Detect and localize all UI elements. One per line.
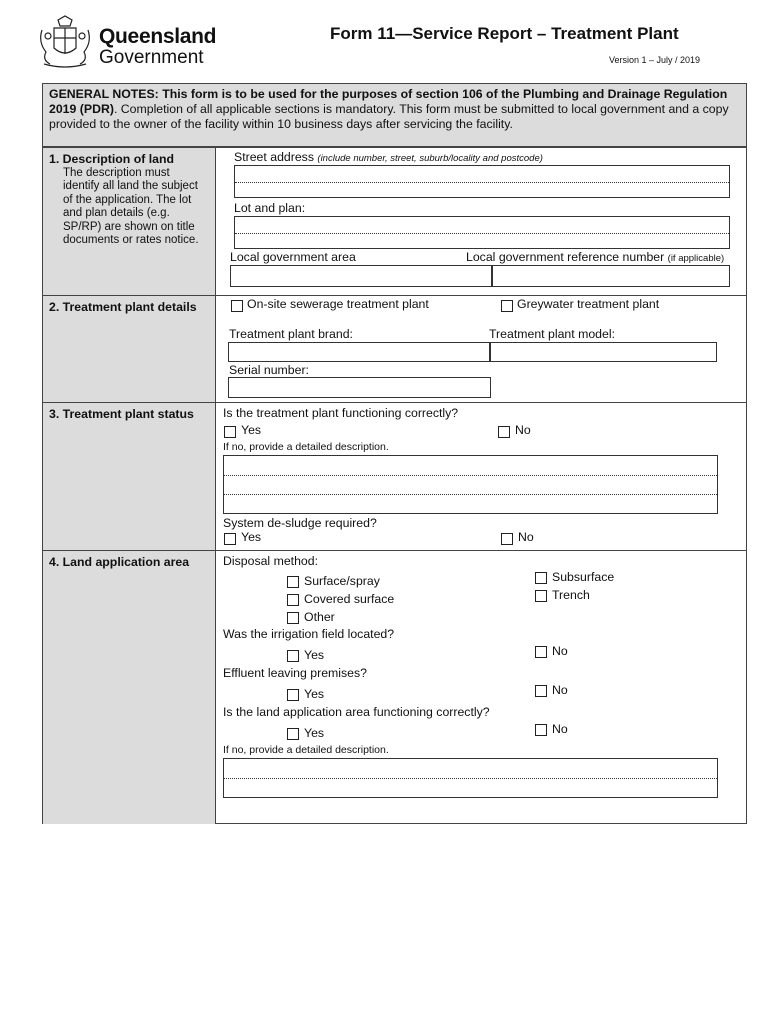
- model-field[interactable]: [490, 342, 717, 362]
- reference-number-label-text: Local government reference number: [466, 250, 665, 264]
- irrigation-no-label: No: [552, 644, 568, 658]
- lot-plan-field[interactable]: [234, 216, 730, 249]
- trench-checkbox[interactable]: [535, 590, 547, 602]
- plant-if-no-label: If no, provide a detailed description.: [223, 441, 389, 453]
- effluent-yes-label: Yes: [304, 687, 325, 701]
- covered-surface-label: Covered surface: [304, 592, 395, 606]
- subsurface-checkbox[interactable]: [535, 572, 547, 584]
- reference-number-hint: (if applicable): [667, 253, 725, 264]
- form-table: [42, 147, 747, 824]
- serial-number-label: Serial number:: [229, 363, 309, 377]
- desludge-question: System de-sludge required?: [223, 516, 377, 530]
- irrigation-question: Was the irrigation field located?: [223, 627, 395, 641]
- street-address-label: [234, 150, 543, 164]
- irrigation-no-checkbox[interactable]: [535, 646, 547, 658]
- disposal-method-label: Disposal method:: [223, 554, 319, 568]
- brand-field[interactable]: [228, 342, 490, 362]
- street-address-hint: (include number, street, suburb/locality and postcode): [317, 153, 543, 164]
- section4-label-cell: [43, 551, 216, 824]
- onsite-sewerage-label: On-site sewerage treatment plant: [247, 297, 429, 311]
- land-functioning-no-label: No: [552, 722, 568, 736]
- section4-title: 4. Land application area: [49, 555, 190, 569]
- effluent-no-checkbox[interactable]: [535, 685, 547, 697]
- land-functioning-yes-checkbox[interactable]: [287, 728, 299, 740]
- logo-text-government: Government: [99, 47, 204, 68]
- section2-title: 2. Treatment plant details: [49, 300, 197, 314]
- lot-plan-label: Lot and plan:: [234, 201, 306, 215]
- effluent-yes-checkbox[interactable]: [287, 689, 299, 701]
- street-address-label-text: Street address: [234, 150, 314, 164]
- section1-title: 1. Description of land: [49, 152, 175, 166]
- irrigation-yes-checkbox[interactable]: [287, 650, 299, 662]
- plant-functioning-yes-label: Yes: [241, 423, 262, 437]
- desludge-no-label: No: [518, 530, 534, 544]
- lot-plan-divider: [235, 233, 729, 234]
- desludge-yes-label: Yes: [241, 530, 262, 544]
- plant-functioning-question: Is the treatment plant functioning correctly?: [223, 406, 459, 420]
- lga-label: Local government area: [230, 250, 356, 264]
- general-notes: [42, 83, 747, 147]
- section-treatment-plant-status: [43, 402, 746, 550]
- greywater-label: Greywater treatment plant: [517, 297, 660, 311]
- plant-description-field[interactable]: [223, 455, 718, 514]
- onsite-sewerage-checkbox[interactable]: [231, 300, 243, 312]
- surface-spray-checkbox[interactable]: [287, 576, 299, 588]
- section3-label-cell: [43, 403, 216, 550]
- plant-functioning-yes-checkbox[interactable]: [224, 426, 236, 438]
- section-description-of-land: [43, 147, 746, 295]
- irrigation-yes-label: Yes: [304, 648, 325, 662]
- brand-label: Treatment plant brand:: [229, 327, 353, 341]
- plant-description-divider-1: [224, 475, 717, 476]
- effluent-question: Effluent leaving premises?: [223, 666, 368, 680]
- desludge-no-checkbox[interactable]: [501, 533, 513, 545]
- general-notes-bold: GENERAL NOTES: This form is to be used for the purposes of section 106 of the Plumbing and Drainage Regulation 2019 (PDR): [49, 87, 728, 116]
- section1-description: The description must identify all land the subject of the application. The lot and plan details (e.g. SP/RP) are shown on title documents or rates notice.: [63, 167, 199, 247]
- reference-number-field[interactable]: [492, 265, 730, 287]
- land-functioning-yes-label: Yes: [304, 726, 325, 740]
- model-label: Treatment plant model:: [489, 327, 615, 341]
- logo-text-queensland: Queensland: [99, 25, 217, 48]
- serial-number-field[interactable]: [228, 377, 491, 398]
- surface-spray-label: Surface/spray: [304, 574, 380, 588]
- subsurface-label: Subsurface: [552, 570, 615, 584]
- general-notes-text: . Completion of all applicable sections is mandatory. This form must be submitted to local government and a copy provided to the owner of the facility within 10 business days after servicing the facility.: [49, 102, 729, 131]
- land-description-divider: [224, 778, 717, 779]
- section-treatment-plant-details: [43, 295, 746, 402]
- section3-title: 3. Treatment plant status: [49, 407, 194, 421]
- other-checkbox[interactable]: [287, 612, 299, 624]
- section1-label-cell: [43, 148, 216, 295]
- queensland-crest-logo: [36, 14, 94, 70]
- form-title: Form 11—Service Report – Treatment Plant: [330, 24, 679, 43]
- street-address-divider: [235, 182, 729, 183]
- section-land-application-area: [43, 550, 746, 824]
- lga-field[interactable]: [230, 265, 492, 287]
- street-address-field[interactable]: [234, 165, 730, 198]
- reference-number-label: [466, 250, 724, 264]
- version-text: Version 1 – July / 2019: [608, 55, 700, 65]
- plant-functioning-no-checkbox[interactable]: [498, 426, 510, 438]
- section2-label-cell: [43, 296, 216, 402]
- land-description-field[interactable]: [223, 758, 718, 798]
- effluent-no-label: No: [552, 683, 568, 697]
- other-label: Other: [304, 610, 335, 624]
- land-if-no-label: If no, provide a detailed description.: [223, 744, 389, 756]
- plant-description-divider-2: [224, 494, 717, 495]
- covered-surface-checkbox[interactable]: [287, 594, 299, 606]
- plant-functioning-no-label: No: [515, 423, 531, 437]
- trench-label: Trench: [552, 588, 590, 602]
- desludge-yes-checkbox[interactable]: [224, 533, 236, 545]
- greywater-checkbox[interactable]: [501, 300, 513, 312]
- land-functioning-question: Is the land application area functioning correctly?: [223, 705, 490, 719]
- land-functioning-no-checkbox[interactable]: [535, 724, 547, 736]
